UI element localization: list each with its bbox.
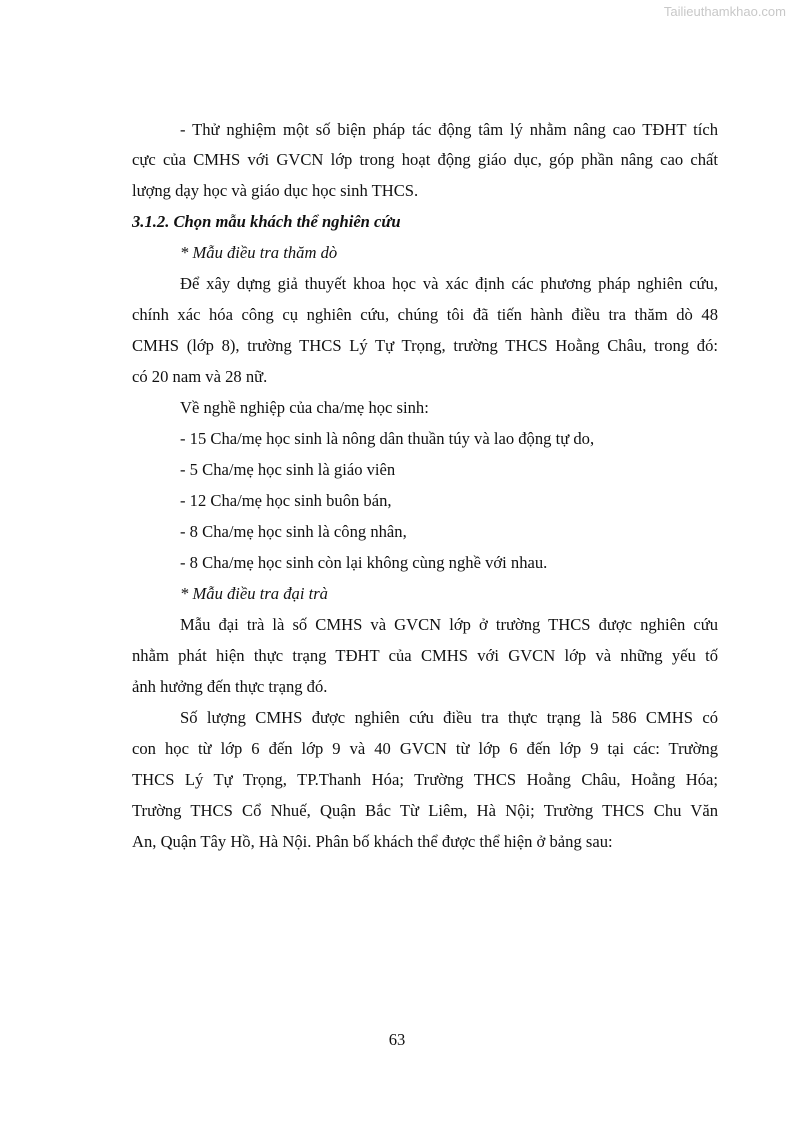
- paragraph-line: THCS Lý Tự Trọng, TP.Thanh Hóa; Trường THCS Hoằng Châu, Hoằng Hóa;: [132, 770, 718, 789]
- paragraph-line: ảnh hưởng đến thực trạng đó.: [132, 677, 328, 696]
- paragraph-line: lượng dạy học và giáo dục học sinh THCS.: [132, 181, 419, 200]
- paragraph-line: cực của CMHS với GVCN lớp trong hoạt động giáo dục, góp phần nâng cao chất: [132, 150, 718, 169]
- paragraph-line: - Thử nghiệm một số biện pháp tác động tâm lý nhằm nâng cao TĐHT tích: [180, 120, 718, 139]
- paragraph-line: Về nghề nghiệp của cha/mẹ học sinh:: [180, 398, 429, 417]
- list-item: - 8 Cha/mẹ học sinh còn lại không cùng nghề với nhau.: [180, 553, 548, 572]
- paragraph-line: CMHS (lớp 8), trường THCS Lý Tự Trọng, trường THCS Hoằng Châu, trong đó:: [132, 336, 718, 355]
- list-item: - 12 Cha/mẹ học sinh buôn bán,: [180, 491, 392, 510]
- list-item: - 5 Cha/mẹ học sinh là giáo viên: [180, 460, 396, 479]
- subheading: * Mẫu điều tra đại trà: [180, 584, 328, 603]
- paragraph-line: nhằm phát hiện thực trạng TĐHT của CMHS với GVCN lớp và những yếu tố: [132, 646, 718, 665]
- section-heading: 3.1.2. Chọn mẫu khách thể nghiên cứu: [132, 212, 401, 231]
- list-item: - 8 Cha/mẹ học sinh là công nhân,: [180, 522, 407, 541]
- paragraph-line: Để xây dựng giả thuyết khoa học và xác định các phương pháp nghiên cứu,: [180, 274, 718, 293]
- page-number: 63: [388, 1030, 406, 1049]
- subheading: * Mẫu điều tra thăm dò: [180, 243, 338, 262]
- watermark: Tailieuthamkhao.com: [663, 4, 786, 19]
- paragraph-line: An, Quận Tây Hồ, Hà Nội. Phân bố khách thể được thể hiện ở bảng sau:: [132, 832, 613, 851]
- list-item: - 15 Cha/mẹ học sinh là nông dân thuần túy và lao động tự do,: [180, 429, 595, 448]
- paragraph-line: chính xác hóa công cụ nghiên cứu, chúng tôi đã tiến hành điều tra thăm dò 48: [132, 305, 718, 324]
- paragraph-line: Số lượng CMHS được nghiên cứu điều tra thực trạng là 586 CMHS có: [180, 708, 718, 727]
- paragraph-line: Mẫu đại trà là số CMHS và GVCN lớp ở trường THCS được nghiên cứu: [180, 615, 718, 634]
- paragraph-line: có 20 nam và 28 nữ.: [132, 367, 268, 386]
- paragraph-line: Trường THCS Cổ Nhuế, Quận Bắc Từ Liêm, Hà Nội; Trường THCS Chu Văn: [132, 801, 718, 820]
- paragraph-line: con học từ lớp 6 đến lớp 9 và 40 GVCN từ lớp 6 đến lớp 9 tại các: Trường: [132, 739, 718, 758]
